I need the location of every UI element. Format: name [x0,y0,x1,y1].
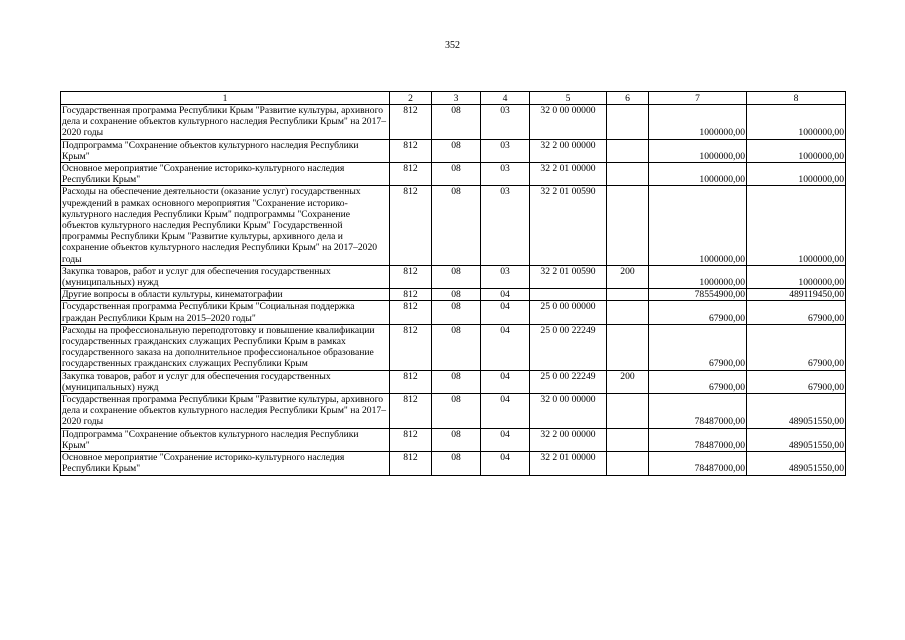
ministry-code-cell: 812 [390,428,432,451]
expense-type-cell [607,139,649,162]
subsection-code-cell: 03 [481,105,530,140]
amount-year2-cell: 1000000,00 [747,139,846,162]
expense-type-cell [607,452,649,475]
table-row [61,265,846,288]
ministry-code-cell: 812 [390,105,432,140]
row-name-cell: Закупка товаров, работ и услуг для обеспечения государственных (муниципальных) нужд [61,370,390,393]
section-code-cell: 08 [432,163,481,186]
subsection-code-cell: 04 [481,394,530,429]
target-article-cell: 32 0 00 00000 [530,394,607,429]
amount-year2-cell: 1000000,00 [747,265,846,288]
header-cell: 1 [61,92,390,105]
subsection-code-cell: 04 [481,324,530,370]
subsection-code-cell: 04 [481,452,530,475]
amount-year2-cell: 67900,00 [747,324,846,370]
subsection-code-cell: 03 [481,163,530,186]
amount-year2-cell: 489119450,00 [747,289,846,301]
section-code-cell: 08 [432,370,481,393]
row-name-cell: Государственная программа Республики Крым "Развитие культуры, архивного дела и сохранение объектов культурного наследия Республики Крым" на 2017–2020 годы [61,394,390,429]
section-code-cell: 08 [432,105,481,140]
ministry-code-cell: 812 [390,394,432,429]
section-code-cell: 08 [432,265,481,288]
expense-type-cell: 200 [607,265,649,288]
target-article-cell: 25 0 00 22249 [530,370,607,393]
table-row [61,289,846,301]
amount-year1-cell: 67900,00 [649,370,747,393]
amount-year2-cell: 1000000,00 [747,105,846,140]
expense-type-cell [607,301,649,324]
header-cell: 7 [649,92,747,105]
amount-year2-cell: 489051550,00 [747,428,846,451]
target-article-cell: 32 2 00 00000 [530,139,607,162]
expense-type-cell [607,394,649,429]
section-code-cell: 08 [432,186,481,265]
expense-type-cell [607,428,649,451]
amount-year2-cell: 1000000,00 [747,186,846,265]
expense-type-cell [607,163,649,186]
expense-type-cell [607,186,649,265]
target-article-cell: 32 2 01 00590 [530,186,607,265]
row-name-cell: Основное мероприятие "Сохранение историко-культурного наследия Республики Крым" [61,452,390,475]
amount-year2-cell: 1000000,00 [747,163,846,186]
target-article-cell: 25 0 00 22249 [530,324,607,370]
section-code-cell: 08 [432,452,481,475]
table-row [61,370,846,393]
table-row [61,301,846,324]
ministry-code-cell: 812 [390,265,432,288]
target-article-cell: 25 0 00 00000 [530,301,607,324]
page-number: 352 [445,40,460,51]
subsection-code-cell: 04 [481,301,530,324]
row-name-cell: Основное мероприятие "Сохранение историко-культурного наследия Республики Крым" [61,163,390,186]
section-code-cell: 08 [432,301,481,324]
subsection-code-cell: 03 [481,265,530,288]
amount-year1-cell: 1000000,00 [649,163,747,186]
table-row [61,324,846,370]
expense-type-cell [607,105,649,140]
section-code-cell: 08 [432,139,481,162]
amount-year1-cell: 1000000,00 [649,265,747,288]
table-row [61,428,846,451]
section-code-cell: 08 [432,394,481,429]
budget-table [60,91,846,476]
ministry-code-cell: 812 [390,452,432,475]
amount-year1-cell: 78487000,00 [649,452,747,475]
amount-year1-cell: 78554900,00 [649,289,747,301]
ministry-code-cell: 812 [390,301,432,324]
ministry-code-cell: 812 [390,324,432,370]
amount-year2-cell: 489051550,00 [747,394,846,429]
amount-year1-cell: 67900,00 [649,301,747,324]
table-row [61,186,846,265]
section-code-cell: 08 [432,428,481,451]
subsection-code-cell: 03 [481,139,530,162]
amount-year1-cell: 78487000,00 [649,428,747,451]
section-code-cell: 08 [432,289,481,301]
amount-year1-cell: 78487000,00 [649,394,747,429]
table-row [61,394,846,429]
ministry-code-cell: 812 [390,289,432,301]
amount-year1-cell: 1000000,00 [649,105,747,140]
amount-year2-cell: 67900,00 [747,370,846,393]
ministry-code-cell: 812 [390,163,432,186]
expense-type-cell [607,324,649,370]
table-row [61,163,846,186]
row-name-cell: Государственная программа Республики Крым "Развитие культуры, архивного дела и сохранение объектов культурного наследия Республики Крым" на 2017–2020 годы [61,105,390,140]
amount-year1-cell: 67900,00 [649,324,747,370]
subsection-code-cell: 04 [481,370,530,393]
target-article-cell: 32 0 00 00000 [530,105,607,140]
header-cell: 5 [530,92,607,105]
target-article-cell: 32 2 01 00000 [530,452,607,475]
target-article-cell: 32 2 00 00000 [530,428,607,451]
table-row [61,105,846,140]
amount-year1-cell: 1000000,00 [649,139,747,162]
header-cell: 3 [432,92,481,105]
table-row [61,139,846,162]
table-row [61,452,846,475]
row-name-cell: Другие вопросы в области культуры, кинематографии [61,289,390,301]
header-cell: 8 [747,92,846,105]
section-code-cell: 08 [432,324,481,370]
ministry-code-cell: 812 [390,186,432,265]
row-name-cell: Государственная программа Республики Крым "Социальная поддержка граждан Республики Крым на 2015–2020 годы" [61,301,390,324]
target-article-cell: 32 2 01 00590 [530,265,607,288]
expense-type-cell [607,289,649,301]
header-cell: 6 [607,92,649,105]
target-article-cell: 32 2 01 00000 [530,163,607,186]
amount-year2-cell: 67900,00 [747,301,846,324]
amount-year2-cell: 489051550,00 [747,452,846,475]
row-name-cell: Подпрограмма "Сохранение объектов культурного наследия Республики Крым" [61,139,390,162]
row-name-cell: Расходы на профессиональную переподготовку и повышение квалификации государственных гражданских служащих Республики Крым в рамках государственного заказа на дополнительное профессиональное образование государственных гражданских служащих Республики Крым [61,324,390,370]
ministry-code-cell: 812 [390,139,432,162]
header-cell: 4 [481,92,530,105]
table-header-row [61,92,846,105]
amount-year1-cell: 1000000,00 [649,186,747,265]
target-article-cell [530,289,607,301]
ministry-code-cell: 812 [390,370,432,393]
subsection-code-cell: 04 [481,428,530,451]
subsection-code-cell: 04 [481,289,530,301]
row-name-cell: Подпрограмма "Сохранение объектов культурного наследия Республики Крым" [61,428,390,451]
row-name-cell: Расходы на обеспечение деятельности (оказание услуг) государственных учреждений в рамках основного мероприятия "Сохранение историко-культурного наследия Республики Крым" подпрограммы "Сохранение объектов культурного наследия Республики Крым" Государственной программы Республики Крым "Развитие культуры, архивного дела и сохранение объектов культурного наследия Республики Крым" на 2017–2020 годы [61,186,390,265]
expense-type-cell: 200 [607,370,649,393]
subsection-code-cell: 03 [481,186,530,265]
header-cell: 2 [390,92,432,105]
row-name-cell: Закупка товаров, работ и услуг для обеспечения государственных (муниципальных) нужд [61,265,390,288]
